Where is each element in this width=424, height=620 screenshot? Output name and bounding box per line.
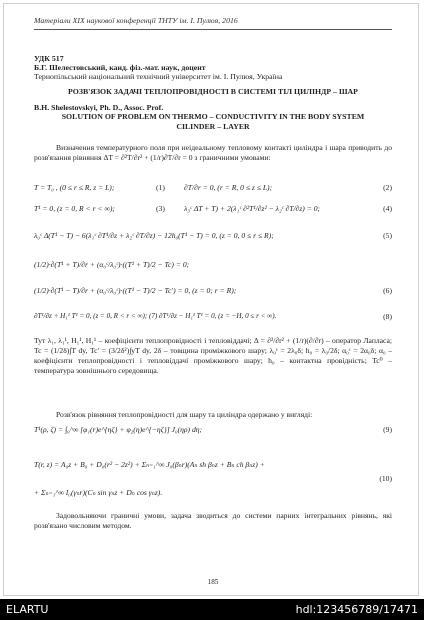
page-frame xyxy=(3,3,419,596)
equation-row-6b xyxy=(34,286,392,302)
equation-1-number: (1) xyxy=(156,183,165,192)
page-number: 185 xyxy=(207,578,219,586)
paper-page xyxy=(34,16,392,596)
equation-4-number: (4) xyxy=(383,204,392,213)
authors-en: B.H. Shelestovskyi, Ph. D., Assoc. Prof. xyxy=(34,103,164,112)
equation-9-number: (9) xyxy=(383,425,392,434)
equation-row-9 xyxy=(34,425,392,443)
equation-3: T¹ = 0, (z = 0, R < r < ∞); xyxy=(34,204,115,213)
equation-row-7-8 xyxy=(34,312,392,328)
equation-row-1 xyxy=(34,183,392,199)
equation-4: λ₃ᶜ ΔT + T) + 2(λ₁ᶜ ∂²T¹/∂z² − λ₂ᶜ ∂T/∂z) = 0; xyxy=(184,204,321,213)
authors-ua: Б.Г. Шелестовський, канд. фіз.-мат. наук, доцент xyxy=(34,63,206,72)
equation-10b: + Σₙ₌₁^∞ I₀(γₙr)(Cₙ sin γₙz + Dₙ cos γₙz). xyxy=(34,488,163,497)
equation-row-5 xyxy=(34,231,392,247)
intro-paragraph: Визначення температурного поля при неідеальному тепловому контакті циліндра і шара приводить до розв'язання рівняння ΔT = ∂²T/∂r² + (1/r)∂T/∂r = 0 з граничними умовами: xyxy=(34,143,392,163)
footer-handle: hdl:123456789/17471 xyxy=(295,603,418,616)
equation-5-number: (5) xyxy=(383,231,392,240)
footer-bar xyxy=(0,599,424,620)
solution-intro: Розв'язок рівняння теплопровідності для шару та циліндра одержано у вигляді: xyxy=(56,410,313,419)
equation-8-number: (8) xyxy=(383,312,392,321)
equation-2: ∂T/∂r = 0, (r = R, 0 ≤ z ≤ L); xyxy=(184,183,273,192)
conclusion-paragraph: Задовольняючи граничні умови, задача зводиться до системи парних інтегральних рівнянь, які розв'язано числовим методом. xyxy=(34,511,392,531)
equation-row-2 xyxy=(34,204,392,220)
equation-6-number: (6) xyxy=(383,286,392,295)
udc-code: УДК 517 xyxy=(34,54,64,63)
coefficients-paragraph: Тут λ₁, λ₁¹, H₁¹, H₁¹ – коефіцієнти теплопровідності і тепловіддачі; Δ = ∂²/∂r² + (1/r)(∂/∂r) – оператор Лапласа; Tc = (1/2δ)∫T dy, Tc′ = (3/2δ²)∫yT dy, 2δ – товщина проміжкового шару; λ₀ᶜ = 2λ₀δ; h₀ = λ₀/2δ; α₀ᶜ = 2α₀δ; α₀ – коефіцієнти теплопровідності і тепловіддачі проміжкового шару; h₀ – контактна провідність; Tc⁰ – температура зовнішнього середовища. xyxy=(34,336,392,376)
equation-2-number: (2) xyxy=(383,183,392,192)
title-ua: РОЗВ'ЯЗОК ЗАДАЧІ ТЕПЛОПРОВІДНОСТІ В СИСТЕМІ ТІЛ ЦИЛІНДР – ШАР xyxy=(68,87,358,96)
equation-5: λ₀ᶜ Δ(T¹ − T) − 6(λ₁ᶜ ∂T¹/∂z + λ₂ᶜ ∂T/∂z) − 12h₀(T¹ − T) = 0, (z = 0, 0 ≤ r ≤ R); xyxy=(34,231,274,240)
equation-10-number: (10) xyxy=(379,474,392,483)
equation-10a: T(r, z) = A₀z + B₀ + D₀(r² − 2z²) + Σₙ₌₁^∞ J₀(βₙr)(Aₙ sh βₙz + Bₙ ch βₙz) + xyxy=(34,460,265,469)
running-header: Матеріали ХІХ наукової конференції ТНТУ ім. І. Пулюя, 2016 xyxy=(34,16,238,25)
equation-6a: (1/2)·∂(T¹ + T)/∂r + (α₀ᶜ/λ₀ᶜ)·((T¹ + T)/2 − Tc) = 0; xyxy=(34,260,190,269)
title-en: SOLUTION OF PROBLEM ON THERMO – CONDUCTIVITY IN THE BODY SYSTEM CILINDER – LAYER xyxy=(61,112,365,131)
footer-repository: ELARTU xyxy=(6,603,49,616)
equation-3-number: (3) xyxy=(156,204,165,213)
equation-row-10b xyxy=(34,488,392,504)
equation-1: T = T₀ , (0 ≤ r ≤ R, z = L); xyxy=(34,183,115,192)
equation-6b: (1/2)·∂(T¹ − T)/∂r + (α₀ᶜ/λ₀ᶜ)·((T¹ − T)/2 − Tc′) = 0, (z = 0; r = R); xyxy=(34,286,237,295)
equation-7-8: ∂T¹/∂z + H₁¹ T¹ = 0, (z = 0, R < r < ∞); (7) ∂T¹/∂z − H₁¹ T¹ = 0, (z = −H, 0 ≤ r < ∞). xyxy=(34,312,277,320)
equation-row-6a xyxy=(34,260,392,276)
affiliation: Тернопільський національний технічний університет ім. І. Пулюя, Україна xyxy=(34,72,283,81)
equation-9: T¹(ρ, ζ) = ∫₀^∞ [φ₁(r)e^{ηζ} + φ₂(η)e^{−ηζ}] J₀(ηρ) dη; xyxy=(34,425,203,434)
header-rule xyxy=(34,29,392,30)
